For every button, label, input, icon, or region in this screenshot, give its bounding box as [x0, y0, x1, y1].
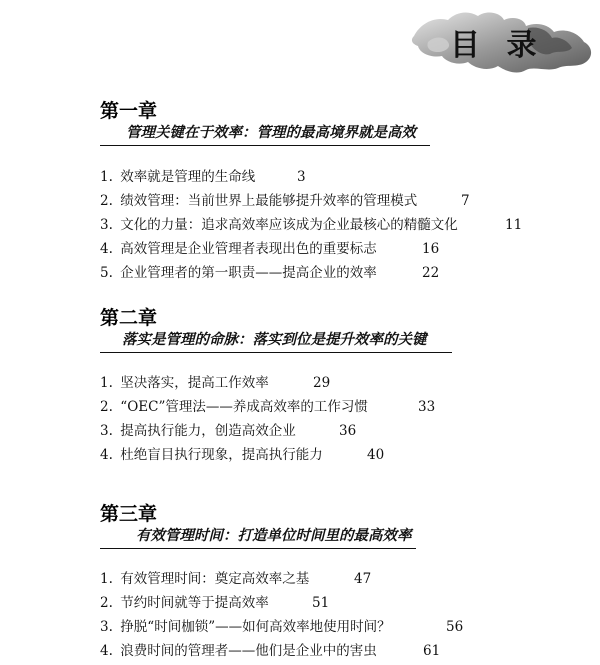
entry-page: 22 — [422, 265, 440, 281]
entry-title: 节约时间就等于提高效率 — [120, 595, 269, 611]
toc-entry[interactable] — [100, 240, 440, 258]
toc-entry[interactable] — [100, 216, 523, 234]
entry-number: 4. — [100, 447, 113, 463]
toc-entry[interactable] — [100, 374, 331, 392]
page-title: 目 录 — [450, 28, 545, 63]
toc-entry[interactable] — [100, 192, 470, 210]
chapter-divider — [100, 145, 430, 146]
chapter-label: 第三章 — [100, 503, 158, 525]
toc-entry[interactable] — [100, 618, 464, 636]
entry-number: 1. — [100, 169, 113, 185]
entry-number: 5. — [100, 265, 113, 281]
chapter-subtitle: 管理关键在于效率：管理的最高境界就是高效 — [126, 125, 416, 141]
entry-number: 3. — [100, 423, 113, 439]
entry-page: 51 — [312, 595, 330, 611]
entry-number: 3. — [100, 619, 113, 635]
chapter-1-heading — [100, 100, 540, 146]
entry-title: 企业管理者的第一职责——提高企业的效率 — [120, 265, 377, 281]
entry-title: 效率就是管理的生命线 — [120, 169, 256, 185]
toc-entry[interactable] — [100, 642, 441, 660]
chapter-divider — [100, 548, 416, 549]
chapter-subtitle: 落实是管理的命脉：落实到位是提升效率的关键 — [122, 332, 427, 348]
entry-page: 16 — [422, 241, 440, 257]
entry-title: 有效管理时间：奠定高效率之基 — [120, 571, 310, 587]
chapter-2-heading — [100, 307, 540, 353]
entry-title: 浪费时间的管理者——他们是企业中的害虫 — [120, 643, 377, 659]
entry-title: 挣脱“时间枷锁”——如何高效率地使用时间？ — [120, 619, 391, 635]
entry-number: 2. — [100, 595, 113, 611]
toc-entry[interactable] — [100, 594, 330, 612]
chapter-divider — [100, 352, 452, 353]
entry-page: 11 — [505, 217, 523, 233]
toc-entry[interactable] — [100, 422, 357, 440]
entry-page: 56 — [446, 619, 464, 635]
toc-entry[interactable] — [100, 570, 372, 588]
entry-number: 1. — [100, 571, 113, 587]
toc-entry[interactable] — [100, 446, 385, 464]
chapter-label: 第一章 — [100, 100, 158, 122]
toc-entry[interactable] — [100, 398, 436, 416]
entry-page: 3 — [297, 169, 306, 185]
entry-page: 47 — [354, 571, 372, 587]
chapter-subtitle: 有效管理时间：打造单位时间里的最高效率 — [136, 528, 412, 544]
toc-entry[interactable] — [100, 168, 306, 186]
chapter-label: 第二章 — [100, 307, 158, 329]
entry-title: 坚决落实，提高工作效率 — [120, 375, 269, 391]
entry-page: 36 — [339, 423, 357, 439]
entry-number: 4. — [100, 241, 113, 257]
entry-title: 提高执行能力，创造高效企业 — [120, 423, 296, 439]
entry-title: 绩效管理：当前世界上最能够提升效率的管理模式 — [120, 193, 418, 209]
entry-page: 61 — [423, 643, 441, 659]
toc-entry[interactable] — [100, 264, 440, 282]
entry-page: 33 — [418, 399, 436, 415]
entry-page: 40 — [367, 447, 385, 463]
entry-page: 7 — [461, 193, 470, 209]
entry-title: 文化的力量：追求高效率应该成为企业最核心的精髓文化 — [120, 217, 458, 233]
entry-page: 29 — [313, 375, 331, 391]
entry-number: 4. — [100, 643, 113, 659]
entry-number: 1. — [100, 375, 113, 391]
chapter-3-heading — [100, 503, 540, 549]
entry-title: 高效管理是企业管理者表现出色的重要标志 — [120, 241, 377, 257]
entry-number: 2. — [100, 399, 113, 415]
entry-number: 3. — [100, 217, 113, 233]
entry-title: “OEC”管理法——养成高效率的工作习惯 — [120, 399, 368, 415]
entry-number: 2. — [100, 193, 113, 209]
entry-title: 杜绝盲目执行现象，提高执行能力 — [120, 447, 323, 463]
